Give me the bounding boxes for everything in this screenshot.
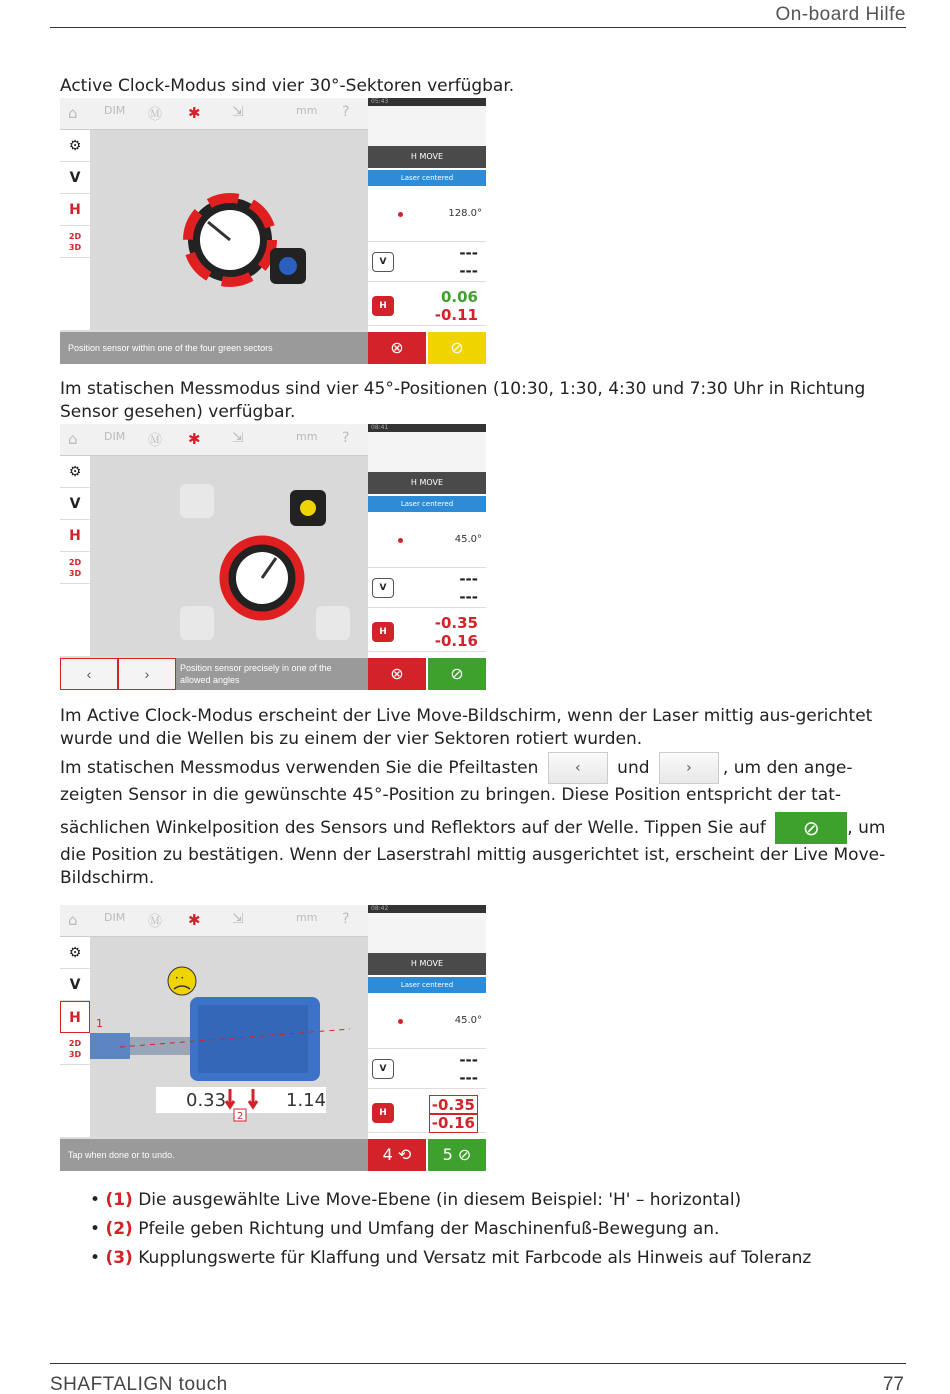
v-offset: --- — [459, 588, 478, 606]
confirm-button[interactable]: ⊘ — [428, 332, 486, 364]
status-bar: 08:41 — [368, 424, 486, 432]
toolbar — [60, 905, 368, 937]
svg-text:0.33: 0.33 — [186, 1090, 227, 1111]
screenshot-active-clock — [60, 98, 486, 364]
confirm-button[interactable]: ⊘ — [428, 658, 486, 690]
laser-dot — [398, 212, 403, 217]
paragraph-3: Im Active Clock-Modus erscheint der Live Move-Bildschirm, wenn der Laser mittig aus-gerichtet wurde und die Wellen bis zu einem der vier Sektoren rotiert wurden. — [60, 706, 873, 749]
bullet-1: • (1) Die ausgewählte Live Move-Ebene (in diesem Beispiel: 'H' – horizontal) — [90, 1190, 742, 1210]
vertical-values — [368, 242, 486, 282]
machine-icon[interactable]: ⚙ — [60, 456, 90, 488]
status-bar: 08:42 — [368, 905, 486, 913]
move-icon[interactable]: ✱ — [188, 911, 201, 929]
plane-sidebar — [60, 937, 90, 1137]
h-offset: -0.16 — [429, 1113, 478, 1133]
paragraph-4 — [60, 752, 900, 807]
next-position-button[interactable]: › — [118, 658, 176, 690]
plane-h-button[interactable]: H — [60, 194, 90, 226]
paragraph-2: Im statischen Messmodus sind vier 45°-Positionen (10:30, 1:30, 4:30 und 7:30 Uhr in Richtung Sensor gesehen) verfügbar. — [60, 379, 866, 422]
view-2d3d-button[interactable]: 2D 3D — [60, 552, 90, 584]
move-icon[interactable]: ✱ — [188, 104, 201, 122]
dimensions-icon[interactable]: DIM — [104, 911, 126, 924]
h-coupling-icon: H — [372, 296, 394, 316]
units-icon[interactable]: mm — [296, 104, 318, 117]
v-coupling-icon: V — [372, 578, 394, 598]
h-coupling-icon: H — [372, 622, 394, 642]
action-bar — [368, 332, 486, 364]
paragraph-4-part-c: , um den ange-zeigten Sensor in die gewünschte 45°-Position zu bringen. Diese Position entspricht der tat- — [60, 758, 853, 805]
live-panel — [368, 98, 486, 364]
v-gap: --- — [459, 1051, 478, 1069]
mode-label: H MOVE — [368, 472, 486, 494]
footer-product: SHAFTALIGN touch — [50, 1374, 228, 1394]
action-bar — [368, 658, 486, 690]
dimensions-icon[interactable]: DIM — [104, 104, 126, 117]
help-icon[interactable]: ? — [342, 430, 350, 446]
result-icon[interactable]: ⇲ — [232, 911, 244, 927]
paragraph-5-part-a: sächlichen Winkelposition des Sensors und Reflektors auf der Welle. Tippen Sie auf — [60, 818, 766, 838]
laser-dot — [398, 538, 403, 543]
h-gap: -0.35 — [434, 614, 478, 632]
sensor-thumbnail — [368, 106, 486, 146]
plane-h-button[interactable]: H — [60, 520, 90, 552]
paragraph-4-part-a: Im statischen Messmodus verwenden Sie die Pfeiltasten — [60, 758, 539, 778]
vertical-values — [368, 1049, 486, 1089]
laser-status: Laser centered — [368, 496, 486, 512]
help-icon[interactable]: ? — [342, 104, 350, 120]
angle-readout: 45.0° — [454, 534, 482, 545]
v-gap: --- — [459, 570, 478, 588]
horizontal-values — [368, 1093, 486, 1133]
paragraph-5-part-b: , um die Position zu bestätigen. Wenn der Laserstrahl mittig ausgerichtet ist, erscheint der Live Move-Bildschirm. — [60, 818, 886, 888]
svg-text:1: 1 — [96, 1017, 103, 1030]
confirm-button-image: ⊘ — [775, 812, 847, 844]
bullet-2: • (2) Pfeile geben Richtung und Umfang der Maschinenfuß-Bewegung an. — [90, 1219, 720, 1239]
hint-area — [60, 658, 368, 690]
move-icon[interactable]: ✱ — [188, 430, 201, 448]
angle-readout: 128.0° — [448, 208, 482, 219]
status-bar: 05:43 — [368, 98, 486, 106]
svg-text:1.14: 1.14 — [286, 1090, 327, 1111]
clock-canvas — [90, 456, 368, 656]
horizontal-values — [368, 612, 486, 652]
h-gap: 0.06 — [440, 288, 478, 306]
laser-dot — [398, 1019, 403, 1024]
h-gap: -0.35 — [429, 1095, 478, 1115]
hint-message: Tap when done or to undo. — [60, 1139, 368, 1171]
vertical-values — [368, 568, 486, 608]
sensor-thumbnail — [368, 913, 486, 953]
v-offset: --- — [459, 1069, 478, 1087]
home-icon[interactable]: ⌂ — [68, 911, 78, 929]
v-coupling-icon: V — [372, 252, 394, 272]
angle-readout: 45.0° — [454, 1015, 482, 1026]
mode-label: H MOVE — [368, 953, 486, 975]
footer-page-number: 77 — [882, 1374, 904, 1394]
horizontal-values — [368, 286, 486, 326]
measure-icon[interactable]: Ⓜ — [148, 107, 162, 123]
result-icon[interactable]: ⇲ — [232, 430, 244, 446]
action-bar — [368, 1139, 486, 1171]
screenshot-static-mode — [60, 424, 486, 690]
plane-sidebar — [60, 130, 90, 330]
laser-target — [368, 993, 486, 1049]
h-offset: -0.11 — [434, 306, 478, 324]
machine-icon[interactable]: ⚙ — [60, 130, 90, 162]
mode-label: H MOVE — [368, 146, 486, 168]
units-icon[interactable]: mm — [296, 911, 318, 924]
h-offset: -0.16 — [434, 632, 478, 650]
sensor-thumbnail — [368, 432, 486, 472]
toolbar — [60, 424, 368, 456]
plane-v-button[interactable]: V — [60, 162, 90, 194]
view-2d3d-button[interactable]: 2D 3D — [60, 226, 90, 258]
page-header: On-board Hilfe — [50, 4, 906, 28]
units-icon[interactable]: mm — [296, 430, 318, 443]
clock-canvas — [90, 130, 368, 330]
v-coupling-icon: V — [372, 1059, 394, 1079]
plane-v-button[interactable]: V — [60, 488, 90, 520]
arrow-left-button-image: ‹ — [548, 752, 608, 784]
machine-canvas — [90, 937, 368, 1137]
dimensions-icon[interactable]: DIM — [104, 430, 126, 443]
laser-target — [368, 512, 486, 568]
laser-target — [368, 186, 486, 242]
prev-position-button[interactable]: ‹ — [60, 658, 118, 690]
done-button[interactable]: 5 ⊘ — [428, 1139, 486, 1171]
undo-button[interactable]: 4 ⟲ — [368, 1139, 426, 1171]
footer-rule — [50, 1363, 906, 1364]
h-coupling-icon: H — [372, 1103, 394, 1123]
measure-icon[interactable]: Ⓜ — [148, 433, 162, 449]
plane-h-button[interactable]: H — [60, 1001, 90, 1033]
hint-message: Position sensor precisely in one of the allowed angles — [180, 663, 332, 685]
live-panel — [368, 424, 486, 690]
screenshot-live-move — [60, 905, 486, 1171]
live-panel — [368, 905, 486, 1171]
laser-status: Laser centered — [368, 170, 486, 186]
paragraph-4-part-b: und — [617, 758, 650, 778]
measure-icon[interactable]: Ⓜ — [148, 914, 162, 930]
result-icon[interactable]: ⇲ — [232, 104, 244, 120]
cancel-button[interactable]: ⊗ — [368, 658, 426, 690]
home-icon[interactable]: ⌂ — [68, 430, 78, 448]
view-2d3d-button[interactable]: 2D 3D — [60, 1033, 90, 1065]
machine-icon[interactable]: ⚙ — [60, 937, 90, 969]
help-icon[interactable]: ? — [342, 911, 350, 927]
svg-text:• •: • • — [175, 975, 184, 982]
paragraph-5 — [60, 812, 900, 890]
paragraph-1: Active Clock-Modus sind vier 30°-Sektoren verfügbar. — [60, 76, 515, 96]
arrow-right-button-image: › — [659, 752, 719, 784]
toolbar — [60, 98, 368, 130]
cancel-button[interactable]: ⊗ — [368, 332, 426, 364]
svg-text:2: 2 — [237, 1111, 244, 1122]
laser-status: Laser centered — [368, 977, 486, 993]
bullet-3: • (3) Kupplungswerte für Klaffung und Versatz mit Farbcode als Hinweis auf Toleranz — [90, 1248, 812, 1268]
plane-sidebar — [60, 456, 90, 656]
v-gap: --- — [459, 244, 478, 262]
hint-message: Position sensor within one of the four green sectors — [60, 332, 368, 364]
v-offset: --- — [459, 262, 478, 280]
plane-v-button[interactable]: V — [60, 969, 90, 1001]
home-icon[interactable]: ⌂ — [68, 104, 78, 122]
